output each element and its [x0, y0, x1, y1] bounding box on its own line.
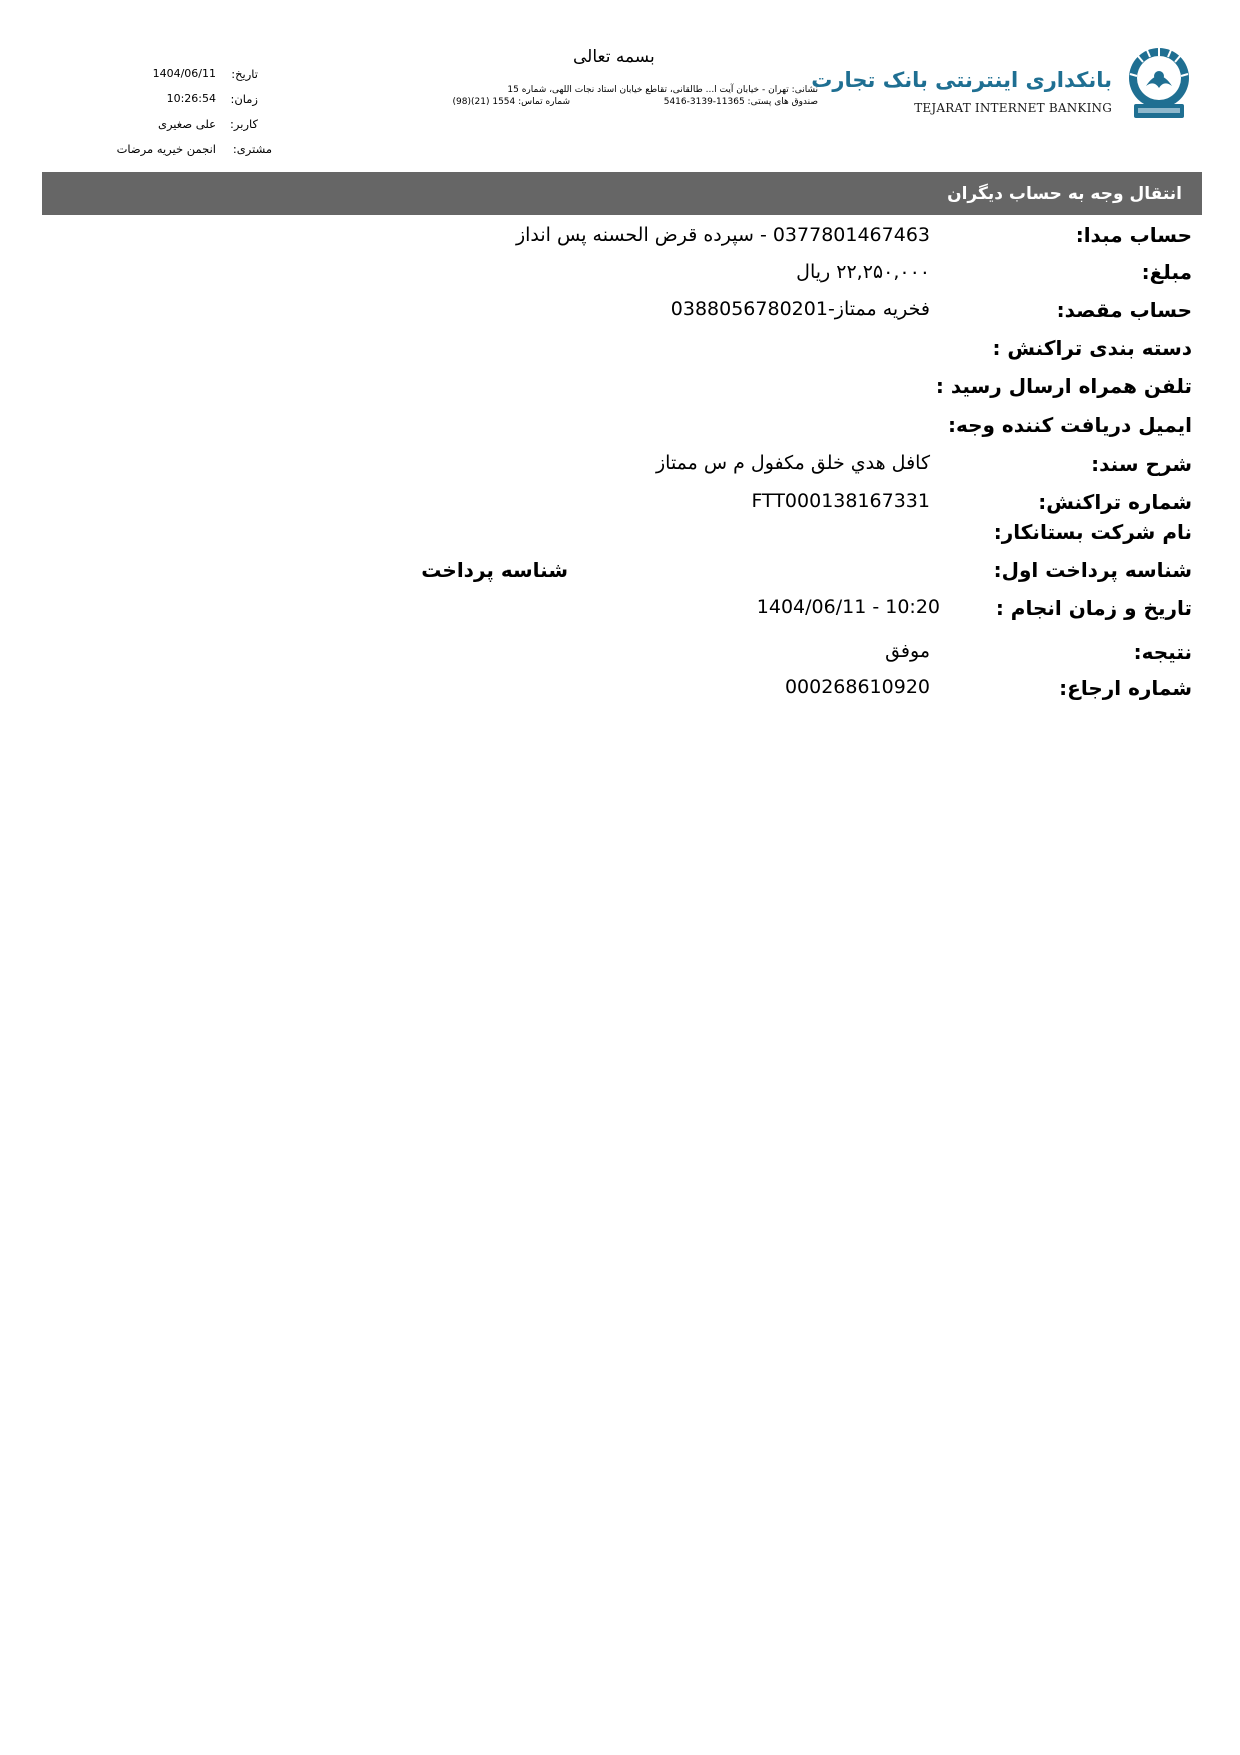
- meta-user: [100, 117, 272, 142]
- print-meta: [100, 67, 272, 167]
- description-value: کافل هدي خلق مکفول م س ممتاز: [655, 452, 930, 474]
- transaction-number-label: شماره تراکنش:: [1038, 490, 1192, 514]
- amount-value: ۲۲,۲۵۰,۰۰۰ ریال: [796, 261, 930, 283]
- phone-number: شماره تماس: 1554 (21)(98): [452, 97, 570, 107]
- source-account-value: 0377801467463 - سپرده قرض الحسنه پس انداز: [515, 224, 930, 246]
- meta-date: [100, 67, 272, 92]
- meta-date-value: 1404/06/11: [152, 67, 216, 80]
- destination-account-value: فخریه ممتاز-0388056780201: [670, 298, 930, 320]
- bank-logo: [811, 46, 1194, 126]
- destination-account-label: حساب مقصد:: [1056, 298, 1192, 322]
- reference-number-label: شماره ارجاع:: [1059, 676, 1192, 700]
- page-title: انتقال وجه به حساب دیگران: [947, 184, 1182, 204]
- meta-customer: [100, 142, 272, 167]
- meta-date-label: تاریخ:: [231, 67, 258, 81]
- first-payment-id-value: شناسه پرداخت: [421, 558, 568, 582]
- reference-number-value: 000268610920: [784, 676, 930, 698]
- creditor-company-label: نام شرکت بستانکار:: [993, 520, 1192, 544]
- meta-time-label: زمان:: [230, 92, 258, 106]
- result-label: نتیجه:: [1133, 640, 1192, 664]
- transaction-number-value: FTT000138167331: [751, 490, 930, 512]
- source-account-label: حساب مبدا:: [1075, 223, 1192, 247]
- mobile-receipt-label: تلفن همراه ارسال رسید :: [935, 374, 1192, 398]
- bismillah: بسمه تعالی: [573, 47, 655, 67]
- bank-address: نشانی: تهران - خیابان آیت ا... طالقانی، تقاطع خیابان استاد نجات اللهی، شماره 15: [507, 85, 818, 95]
- datetime-value: 1404/06/11 - 10:20: [756, 596, 940, 618]
- page-title-bar: [42, 172, 1202, 215]
- tejarat-emblem-icon: [1124, 46, 1194, 122]
- recipient-email-label: ایمیل دریافت کننده وجه:: [947, 413, 1192, 437]
- bank-name-en: TEJARAT INTERNET BANKING: [914, 101, 1112, 115]
- meta-time: [100, 92, 272, 117]
- receipt-header: [0, 0, 1240, 170]
- datetime-label: تاریخ و زمان انجام :: [995, 596, 1192, 620]
- bank-name-fa: بانکداری اینترنتی بانک تجارت: [811, 68, 1112, 92]
- meta-user-label: کاربر:: [230, 117, 258, 131]
- meta-customer-value: انجمن خیریه مرضات: [116, 142, 216, 156]
- result-value: موفق: [885, 640, 930, 662]
- first-payment-id-label: شناسه پرداخت اول:: [993, 558, 1192, 582]
- transaction-category-label: دسته بندی تراکنش :: [992, 336, 1192, 360]
- meta-user-value: علی صغیری: [157, 117, 216, 131]
- meta-time-value: 10:26:54: [166, 92, 216, 105]
- amount-label: مبلغ:: [1141, 260, 1192, 284]
- po-box: صندوق های پستی: 11365-3139-5416: [663, 97, 818, 107]
- description-label: شرح سند:: [1091, 452, 1192, 476]
- meta-customer-label: مشتری:: [232, 142, 272, 156]
